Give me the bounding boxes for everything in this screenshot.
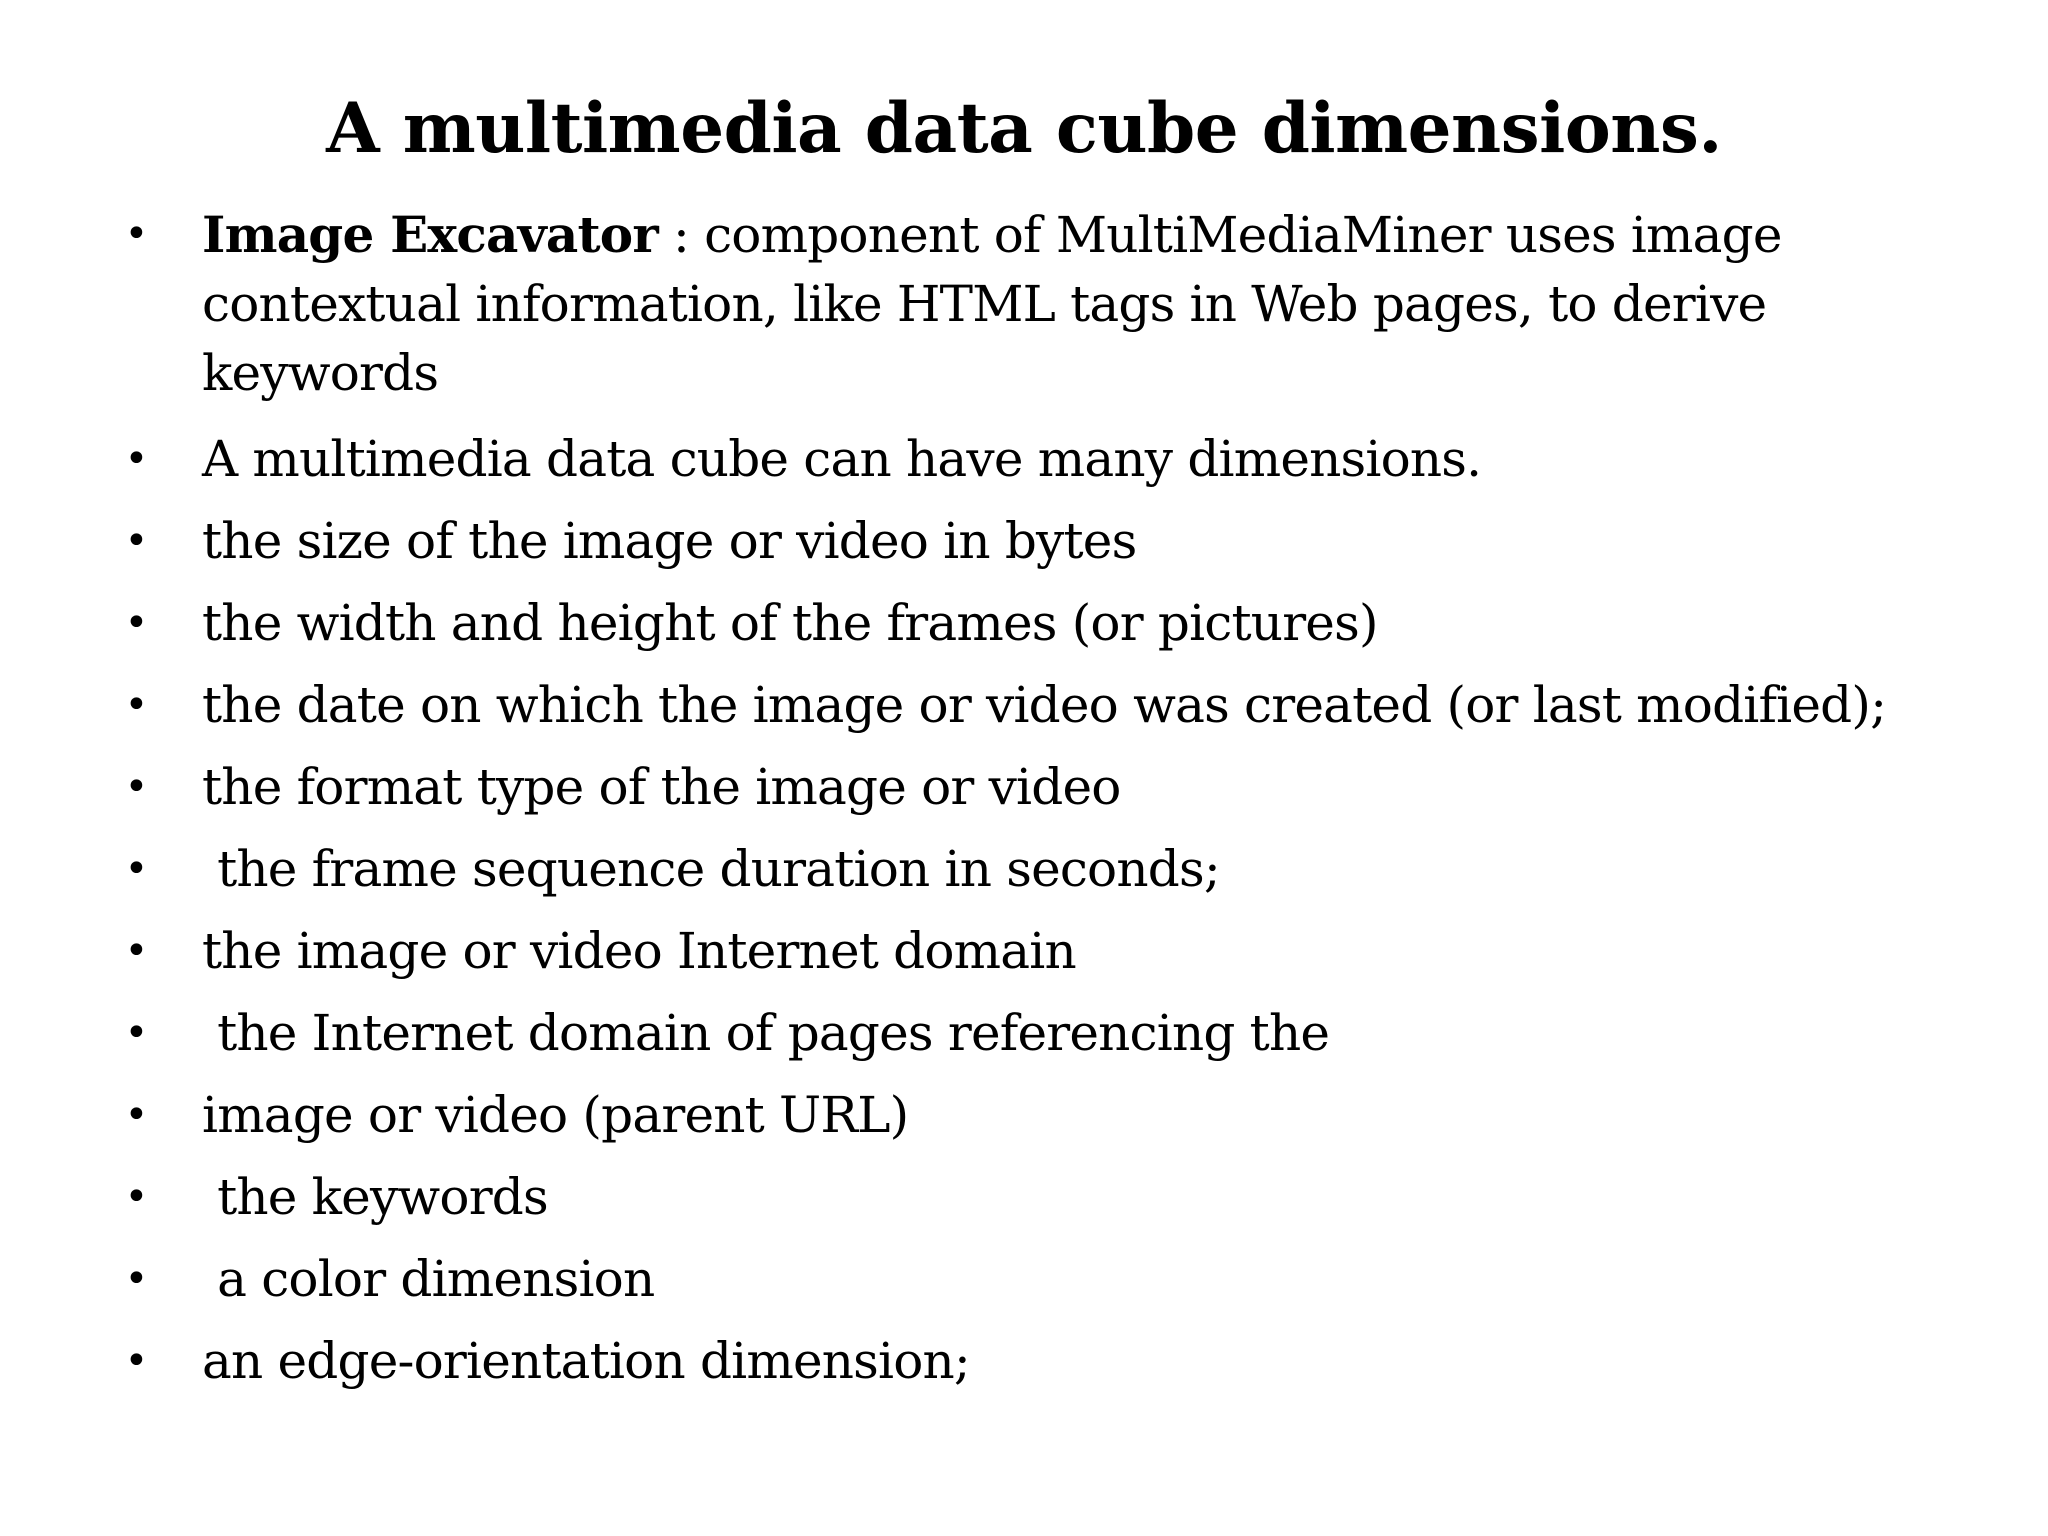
bullet-icon: • (124, 1010, 148, 1056)
bullet-item (0, 1327, 2048, 1396)
bullet-list (0, 200, 2048, 1409)
bullet-icon: • (124, 682, 148, 728)
bullet-item (0, 753, 2048, 822)
bullet-icon: • (124, 1338, 148, 1384)
bullet-item (0, 835, 2048, 904)
bullet-text: the Internet domain of pages referencing the (202, 1004, 1330, 1062)
bullet-text: the format type of the image or video (202, 758, 1121, 816)
bullet-item (0, 1081, 2048, 1150)
bullet-item (0, 425, 2048, 494)
bullet-icon: • (124, 518, 148, 564)
bullet-icon: • (124, 1092, 148, 1138)
bullet-item (0, 1163, 2048, 1232)
bullet-text: A multimedia data cube can have many dimensions. (202, 430, 1482, 488)
bullet-icon: • (124, 211, 148, 257)
bullet-item (0, 999, 2048, 1068)
bullet-text: an edge-orientation dimension; (202, 1332, 970, 1390)
bullet-text: a color dimension (202, 1250, 655, 1308)
bullet-icon: • (124, 846, 148, 892)
bullet-text: the image or video Internet domain (202, 922, 1076, 980)
bullet-item-image-excavator (0, 200, 2048, 408)
bullet-icon: • (124, 764, 148, 810)
bullet-icon: • (124, 600, 148, 646)
bullet-item (0, 917, 2048, 986)
bullet-text: the size of the image or video in bytes (202, 512, 1137, 570)
bullet-term: Image Excavator (202, 205, 658, 264)
bullet-text: the keywords (202, 1168, 548, 1226)
bullet-icon: • (124, 1256, 148, 1302)
bullet-text: the date on which the image or video was created (or last modified); (202, 676, 1887, 734)
bullet-icon: • (124, 1174, 148, 1220)
bullet-item (0, 589, 2048, 658)
bullet-icon: • (124, 928, 148, 974)
bullet-item (0, 671, 2048, 740)
bullet-text: image or video (parent URL) (202, 1086, 909, 1144)
bullet-text (202, 200, 1988, 408)
bullet-description: : component of MultiMediaMiner uses image contextual information, like HTML tags in Web pages, to derive keywords (202, 206, 1797, 402)
bullet-item (0, 1245, 2048, 1314)
bullet-item (0, 507, 2048, 576)
bullet-text: the width and height of the frames (or pictures) (202, 594, 1378, 652)
slide-title: A multimedia data cube dimensions. (326, 88, 1722, 169)
bullet-text: the frame sequence duration in seconds; (202, 840, 1220, 898)
bullet-icon: • (124, 436, 148, 482)
